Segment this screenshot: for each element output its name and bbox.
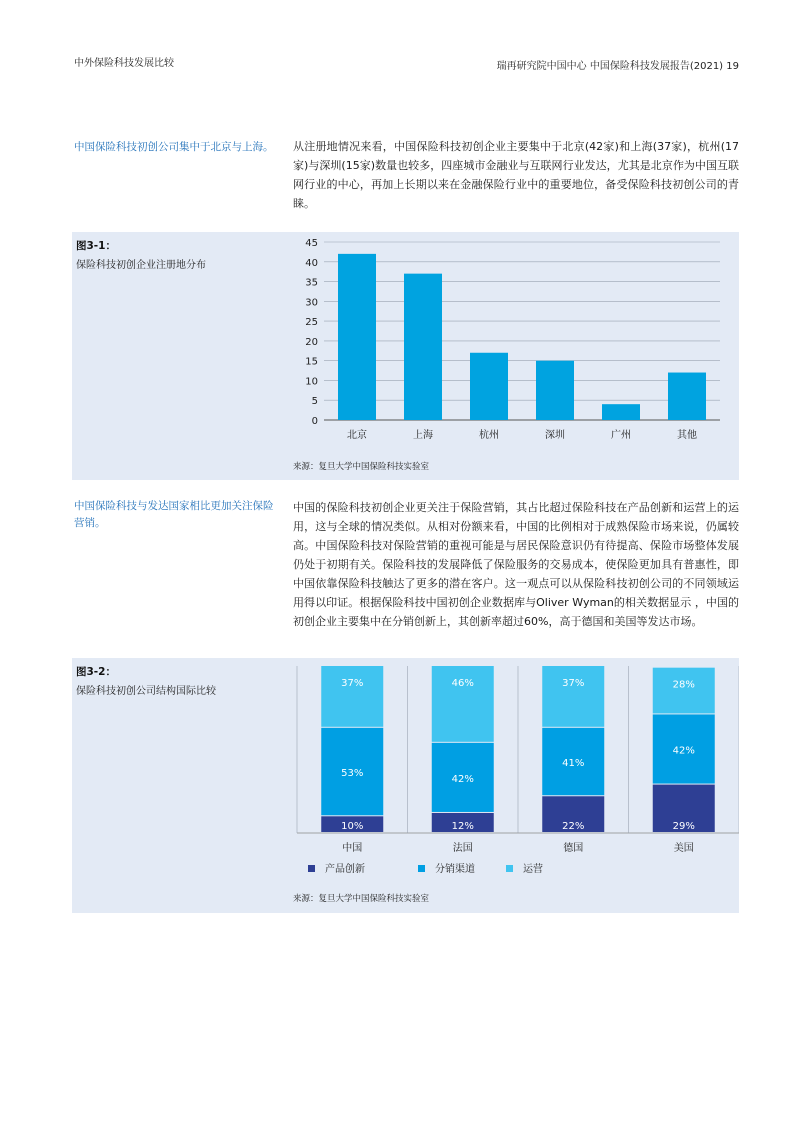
- chart2-data-label: 10%: [341, 821, 364, 832]
- chart2-bar-segment: [542, 666, 604, 727]
- figure1-chart: [72, 232, 739, 452]
- chart1-y-tick-label: 20: [305, 336, 318, 348]
- figure2-label: 图3-2：: [76, 666, 116, 678]
- chart2-x-tick-label: 德国: [563, 843, 584, 854]
- chart2-legend-label: 分销渠道: [435, 864, 475, 875]
- chart1-x-tick-label: 广州: [611, 430, 631, 441]
- chart1-bar: [536, 361, 574, 420]
- chart1-bar: [404, 274, 442, 420]
- page-header-right: 瑞再研究院中国中心 中国保险科技发展报告(2021) 19: [496, 61, 739, 72]
- chart2-data-label: 29%: [672, 821, 695, 832]
- side-note-2: 中国保险科技与发达国家相比更加关注保险营销。: [74, 500, 274, 529]
- chart2-data-label: 28%: [672, 679, 695, 691]
- chart1-bar: [470, 353, 508, 420]
- chart1-x-tick-label: 上海: [413, 430, 433, 441]
- side-note-1: 中国保险科技初创公司集中于北京与上海。: [74, 141, 274, 153]
- figure2-title: 保险科技初创公司结构国际比较: [76, 686, 216, 697]
- chart2-data-label: 41%: [562, 758, 585, 770]
- chart2-legend-swatch: [308, 865, 315, 872]
- chart1-x-tick-label: 深圳: [545, 430, 565, 441]
- chart2-x-tick-label: 中国: [342, 843, 363, 854]
- figure2-source: 来源：复旦大学中国保险科技实验室: [293, 894, 430, 904]
- chart1-bar: [338, 254, 376, 420]
- chart1-y-tick-label: 40: [305, 257, 318, 269]
- chart2-data-label: 42%: [672, 745, 695, 757]
- chart1-y-tick-label: 25: [305, 317, 318, 329]
- chart1-y-tick-label: 5: [311, 396, 318, 408]
- chart2-data-label: 53%: [341, 768, 364, 780]
- chart1-y-tick-label: 0: [311, 416, 318, 427]
- figure2-chart: [72, 658, 739, 888]
- chart2-legend-swatch: [506, 865, 513, 872]
- chart1-bar: [668, 373, 706, 420]
- chart1-y-tick-label: 35: [305, 277, 318, 289]
- paragraph-1: 从注册地情况来看，中国保险科技初创企业主要集中于北京(42家)和上海(37家)，杭州(17家)与深圳(15家)数量也较多，四座城市金融业与互联网行业发达，尤其是北京作为中国互联网行业的中心，再加上长期以来在金融保险行业中的重要地位，备受保险科技初创公司的青睐。: [293, 140, 739, 210]
- figure1-label: 图3-1：: [76, 240, 116, 252]
- chart2-data-label: 37%: [341, 678, 364, 689]
- chart1-x-tick-label: 北京: [347, 430, 367, 441]
- chart1-bar: [602, 404, 640, 420]
- chart2-data-label: 22%: [562, 821, 585, 832]
- chart2-data-label: 37%: [562, 678, 585, 689]
- figure2-panel: [72, 658, 739, 913]
- chart1-y-tick-label: 15: [305, 356, 318, 368]
- chart1-y-tick-label: 45: [305, 238, 318, 249]
- chart2-legend-label: 产品创新: [325, 864, 365, 875]
- chart2-data-label: 46%: [451, 678, 474, 689]
- chart1-x-tick-label: 其他: [677, 430, 697, 441]
- chart2-x-tick-label: 美国: [673, 843, 694, 854]
- chart1-x-tick-label: 杭州: [479, 430, 499, 441]
- chart2-data-label: 12%: [451, 821, 474, 832]
- paragraph-2: 中国的保险科技初创企业更关注于保险营销，其占比超过保险科技在产品创新和运营上的运用，这与全球的情况类似。从相对份额来看，中国的比例相对于成熟保险市场来说，仍属较高。中国保险科技对保险营销的重视可能是与居民保险意识仍有待提高、保险市场整体发展仍处于初期有关。保险科技的发展降低了保险服务的交易成本，使保险更加具有普惠性，即中国依靠保险科技触达了更多的潜在客户。这一观点可以从保险科技初创公司的不同领域运用得以印证。根据保险科技中国初创企业数据库与Oliver Wyman的相关数据显示 ，中国的初创企业主要集中在分销创新上，其创新率超过60%，高于德国和美国等发达市场。: [293, 501, 739, 628]
- chart2-data-label: 42%: [451, 773, 474, 785]
- chart1-y-tick-label: 10: [305, 376, 318, 388]
- figure1-title: 保险科技初创企业注册地分布: [76, 260, 206, 271]
- figure1-source: 来源：复旦大学中国保险科技实验室: [293, 462, 430, 472]
- chart1-y-tick-label: 30: [305, 297, 318, 309]
- page-header-left: 中外保险科技发展比较: [74, 58, 174, 69]
- chart2-legend-swatch: [418, 865, 425, 872]
- figure1-panel: [72, 232, 739, 480]
- chart2-legend-label: 运营: [523, 864, 543, 875]
- chart2-x-tick-label: 法国: [452, 843, 473, 854]
- chart2-bar-segment: [321, 666, 383, 727]
